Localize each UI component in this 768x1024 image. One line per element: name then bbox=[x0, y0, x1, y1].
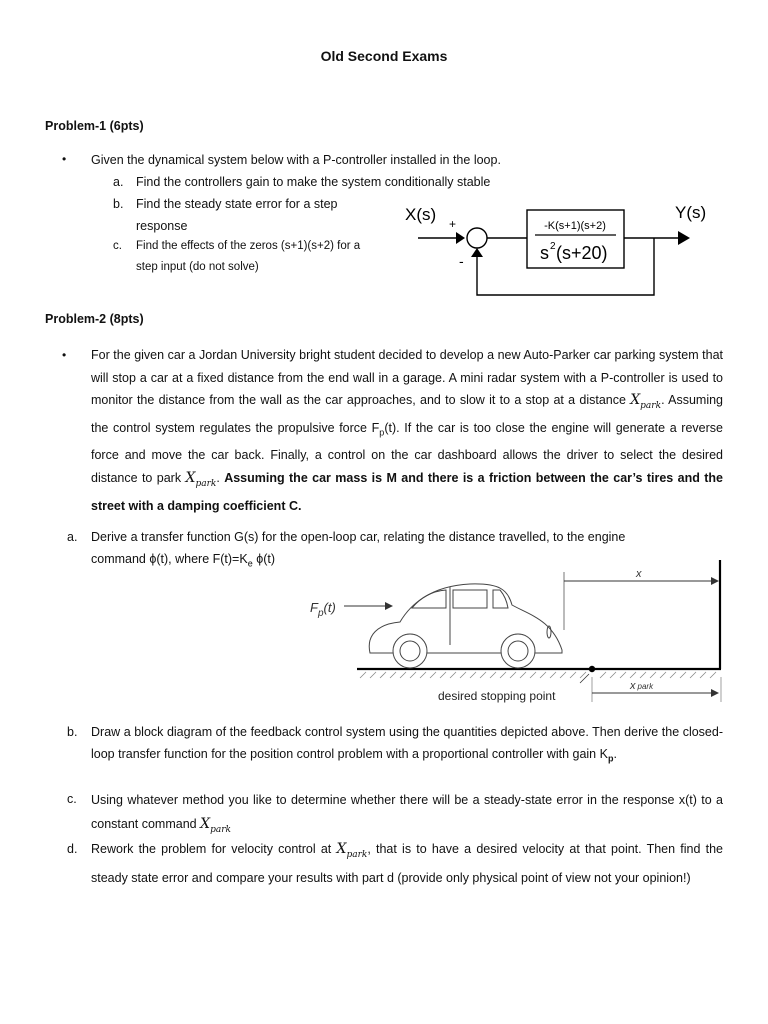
problem-2-item-a-line1: Derive a transfer function G(s) for the open-loop car, relating the distance travelled, to the engine bbox=[91, 530, 626, 544]
tf-denominator-exp: 2 bbox=[550, 241, 556, 252]
fp-subscript: p bbox=[379, 427, 385, 438]
feedback-arrow-icon bbox=[471, 248, 483, 257]
problem-1-heading: Problem-1 (6pts) bbox=[45, 119, 144, 133]
bullet-icon: • bbox=[62, 348, 67, 362]
output-label: Y(s) bbox=[675, 203, 707, 222]
minus-sign: - bbox=[459, 253, 464, 269]
x-park-symbol: $X_{park}$ bbox=[200, 816, 231, 835]
page-title: Old Second Exams bbox=[320, 48, 448, 64]
x-park-label: x park bbox=[630, 680, 654, 692]
tf-denominator-s: s bbox=[540, 243, 549, 263]
output-arrow-icon bbox=[678, 231, 690, 245]
stopping-point-label: desired stopping point bbox=[438, 689, 556, 703]
problem-2-marker-c: c. bbox=[67, 792, 77, 806]
problem-1-item-a: Find the controllers gain to make the system conditionally stable bbox=[136, 175, 491, 189]
problem-1-item-c-line1: Find the effects of the zeros (s+1)(s+2) for a bbox=[136, 240, 361, 252]
problem-1-item-c-line2: step input (do not solve) bbox=[136, 261, 259, 273]
plus-sign: + bbox=[449, 217, 457, 231]
summing-junction bbox=[467, 228, 487, 248]
input-label: X(s) bbox=[405, 205, 437, 224]
description-bold-assumption: Assuming the car mass is M and there is a friction between the car’s tires and the street with a damping coefficient C. bbox=[91, 470, 724, 514]
problem-2-heading: Problem-2 (8pts) bbox=[45, 312, 144, 326]
x-park-symbol: $X_{park}$ bbox=[630, 392, 662, 411]
tf-numerator: -K(s+1)(s+2) bbox=[544, 220, 606, 232]
bullet-icon: • bbox=[62, 152, 67, 166]
problem-2-marker-b: b. bbox=[67, 725, 78, 739]
problem-1-item-b-line2: response bbox=[136, 219, 188, 233]
description-text-3: (t). If the car is too close the engine will generate a reverse force and move the car back. Finally, a control on the car dashboard allows the driver to select the desired distance to park bbox=[91, 421, 723, 485]
car-icon bbox=[369, 584, 562, 668]
description-text-1: For the given car a Jordan University bright student decided to develop a new Auto-Parker car parking system that will stop a car at a fixed distance from the end wall in a garage. A mini radar system with a P-controller is used to monitor the distance from the wall as the car approaches, and to slow it to a stop at a distance bbox=[91, 348, 723, 407]
tf-denominator-rest: (s+20) bbox=[556, 243, 608, 263]
force-arrow-icon bbox=[385, 602, 393, 610]
x-arrow-icon bbox=[711, 577, 719, 585]
x-park-symbol: $X_{park}$ bbox=[185, 469, 217, 489]
force-label: $F_p(t)$ bbox=[310, 600, 336, 619]
stopping-point-marker bbox=[589, 666, 595, 672]
problem-2-item-c: Using whatever method you like to determine whether there will be a steady-state error in the response x(t) to a constant command $X_{park}$ bbox=[91, 793, 723, 835]
problem-2-description: For the given car a Jordan University bright student decided to develop a new Auto-Parker car parking system that will stop a car at a fixed distance from the end wall in a garage. A mini radar system with a P-controller is used to monitor the distance from the wall as the car approaches, and to slow it to a stop at a distance $X_{park}$. Assuming the control system regulates the propulsive force $F_p(t)$. If the car is too close the engine will generate a reverse force and move the car back. Finally, a control on the car dashboard allows the driver to select the desired distance to park $X_{park}$. Assuming the car mass is M and there is a friction between the car’s tires and the street with a damping coefficient C. bbox=[91, 348, 724, 514]
problem-1-marker-a: a. bbox=[113, 175, 124, 189]
problem-1-intro: Given the dynamical system below with a P-controller installed in the loop. bbox=[91, 153, 501, 167]
car-parking-figure bbox=[300, 560, 730, 710]
problem-2-marker-a: a. bbox=[67, 530, 78, 544]
problem-2-item-b: Draw a block diagram of the feedback control system using the quantities depicted above. Then derive the closed-loop transfer function for the position control problem with a proportional controller with gain $K_p$. bbox=[91, 725, 723, 764]
problem-1-marker-b: b. bbox=[113, 197, 124, 211]
block-diagram bbox=[390, 195, 720, 305]
problem-2-marker-d: d. bbox=[67, 842, 78, 856]
problem-1-marker-c: c. bbox=[113, 240, 122, 252]
input-arrow-icon bbox=[456, 232, 465, 244]
problem-1-item-b-line1: Find the steady state error for a step bbox=[136, 197, 338, 211]
x-park-arrow-icon bbox=[711, 689, 719, 697]
problem-2-item-a-line2: command ϕ(t), where $F(t)=K_e$ ϕ(t) bbox=[91, 552, 275, 569]
x-park-symbol: $X_{park}$ bbox=[336, 841, 368, 860]
x-distance-label: x bbox=[636, 568, 642, 580]
description-text-2: . Assuming the control system regulates the propulsive force F bbox=[91, 393, 724, 436]
problem-2-item-d: Rework the problem for velocity control at $X_{park}$, that is to have a desired velocity at that point. Then find the steady state error and compare your results with part d (provide only physical point of view not your opinion!) bbox=[91, 841, 723, 885]
